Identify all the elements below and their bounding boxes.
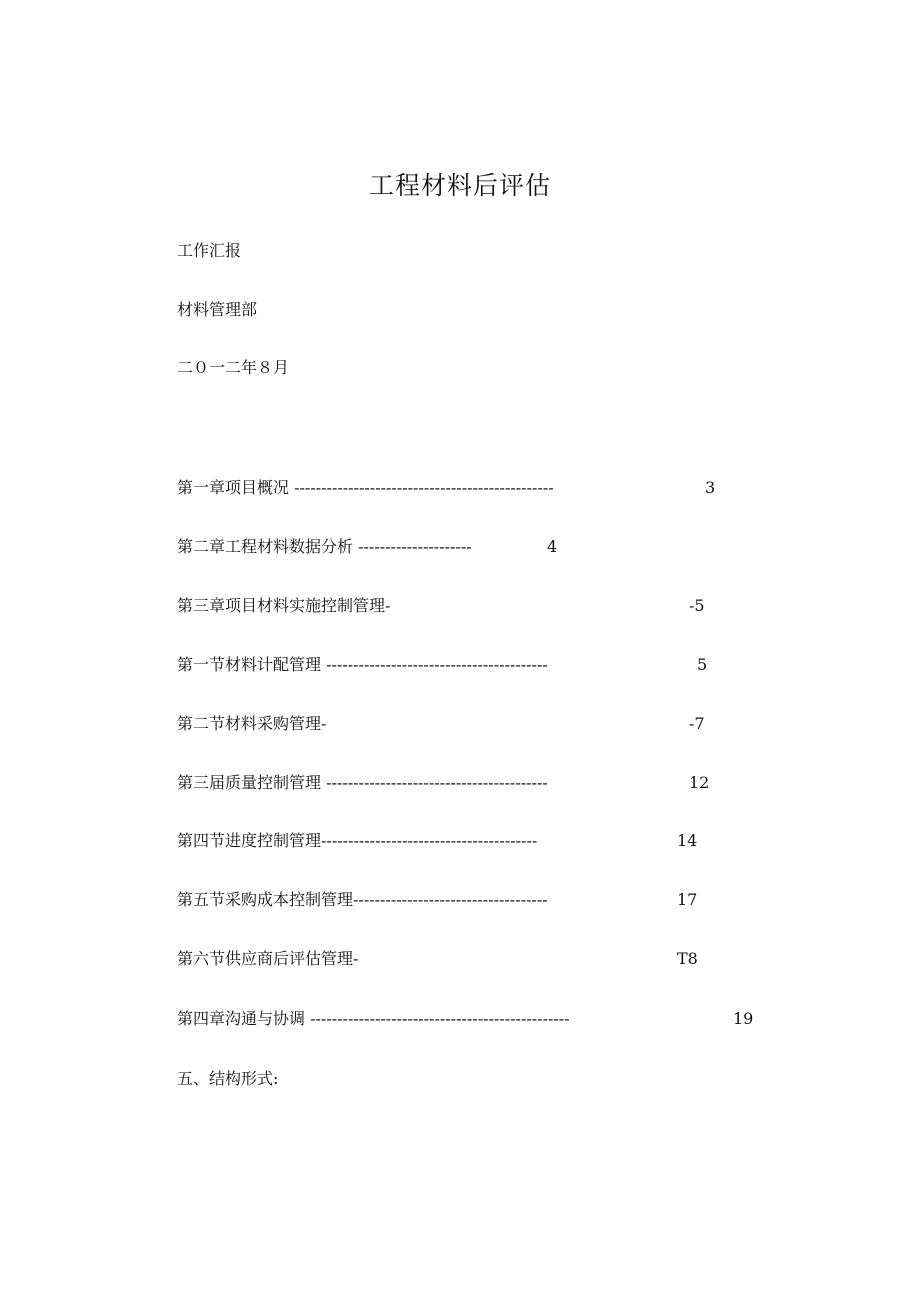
- toc-label: 第六节供应商后评估管理-: [177, 949, 359, 968]
- toc-page-number: 4: [547, 537, 558, 556]
- toc-page-number: 19: [733, 1009, 754, 1028]
- report-date: 二０一二年８月: [177, 358, 290, 377]
- toc-page-number: -5: [689, 596, 705, 615]
- toc-leader: ------------------------------------------------: [310, 1009, 570, 1028]
- toc-entry-section-4: [177, 830, 537, 852]
- toc-leader: ---------------------: [358, 537, 472, 556]
- toc-label: 第三届质量控制管理: [177, 773, 327, 792]
- toc-label: 第一节材料计配管理: [177, 655, 327, 674]
- section-heading-structure: 五、结构形式:: [177, 1069, 279, 1088]
- toc-label: 第二章工程材料数据分析: [177, 537, 359, 556]
- toc-entry-section-1: [177, 654, 548, 676]
- toc-page-number: 14: [677, 831, 698, 850]
- toc-entry-chapter-4: [177, 1008, 570, 1030]
- toc-leader: -----------------------------------------: [326, 655, 548, 674]
- toc-entry-section-3: [177, 772, 548, 794]
- toc-entry-section-2: [177, 713, 326, 735]
- toc-label: 第四节进度控制管理: [177, 831, 322, 850]
- toc-page-number: T8: [677, 949, 698, 968]
- toc-page-number: 12: [689, 773, 710, 792]
- report-type: 工作汇报: [177, 241, 242, 260]
- toc-label: 第三章项目材料实施控制管理-: [177, 596, 391, 615]
- toc-entry-section-5: [177, 889, 548, 911]
- toc-leader: -----------------------------------------: [326, 773, 548, 792]
- toc-leader: ------------------------------------------------: [294, 478, 554, 497]
- toc-entry-chapter-3: [177, 595, 390, 617]
- toc-leader: ------------------------------------: [353, 890, 548, 909]
- page-title: 工程材料后评估: [368, 171, 551, 200]
- toc-label: 第五节采购成本控制管理: [177, 890, 354, 909]
- toc-label: 第四章沟通与协调: [177, 1009, 311, 1028]
- department: 材料管理部: [177, 300, 258, 319]
- toc-label: 第二节材料采购管理-: [177, 714, 327, 733]
- toc-page-number: -7: [689, 714, 705, 733]
- toc-page-number: 5: [697, 655, 708, 674]
- toc-page-number: 17: [677, 890, 698, 909]
- toc-entry-chapter-1: [177, 477, 554, 499]
- toc-leader: ----------------------------------------: [321, 831, 538, 850]
- toc-entry-chapter-2: [177, 536, 472, 558]
- toc-label: 第一章项目概况: [177, 478, 295, 497]
- toc-page-number: 3: [705, 478, 716, 497]
- toc-entry-section-6: [177, 948, 358, 970]
